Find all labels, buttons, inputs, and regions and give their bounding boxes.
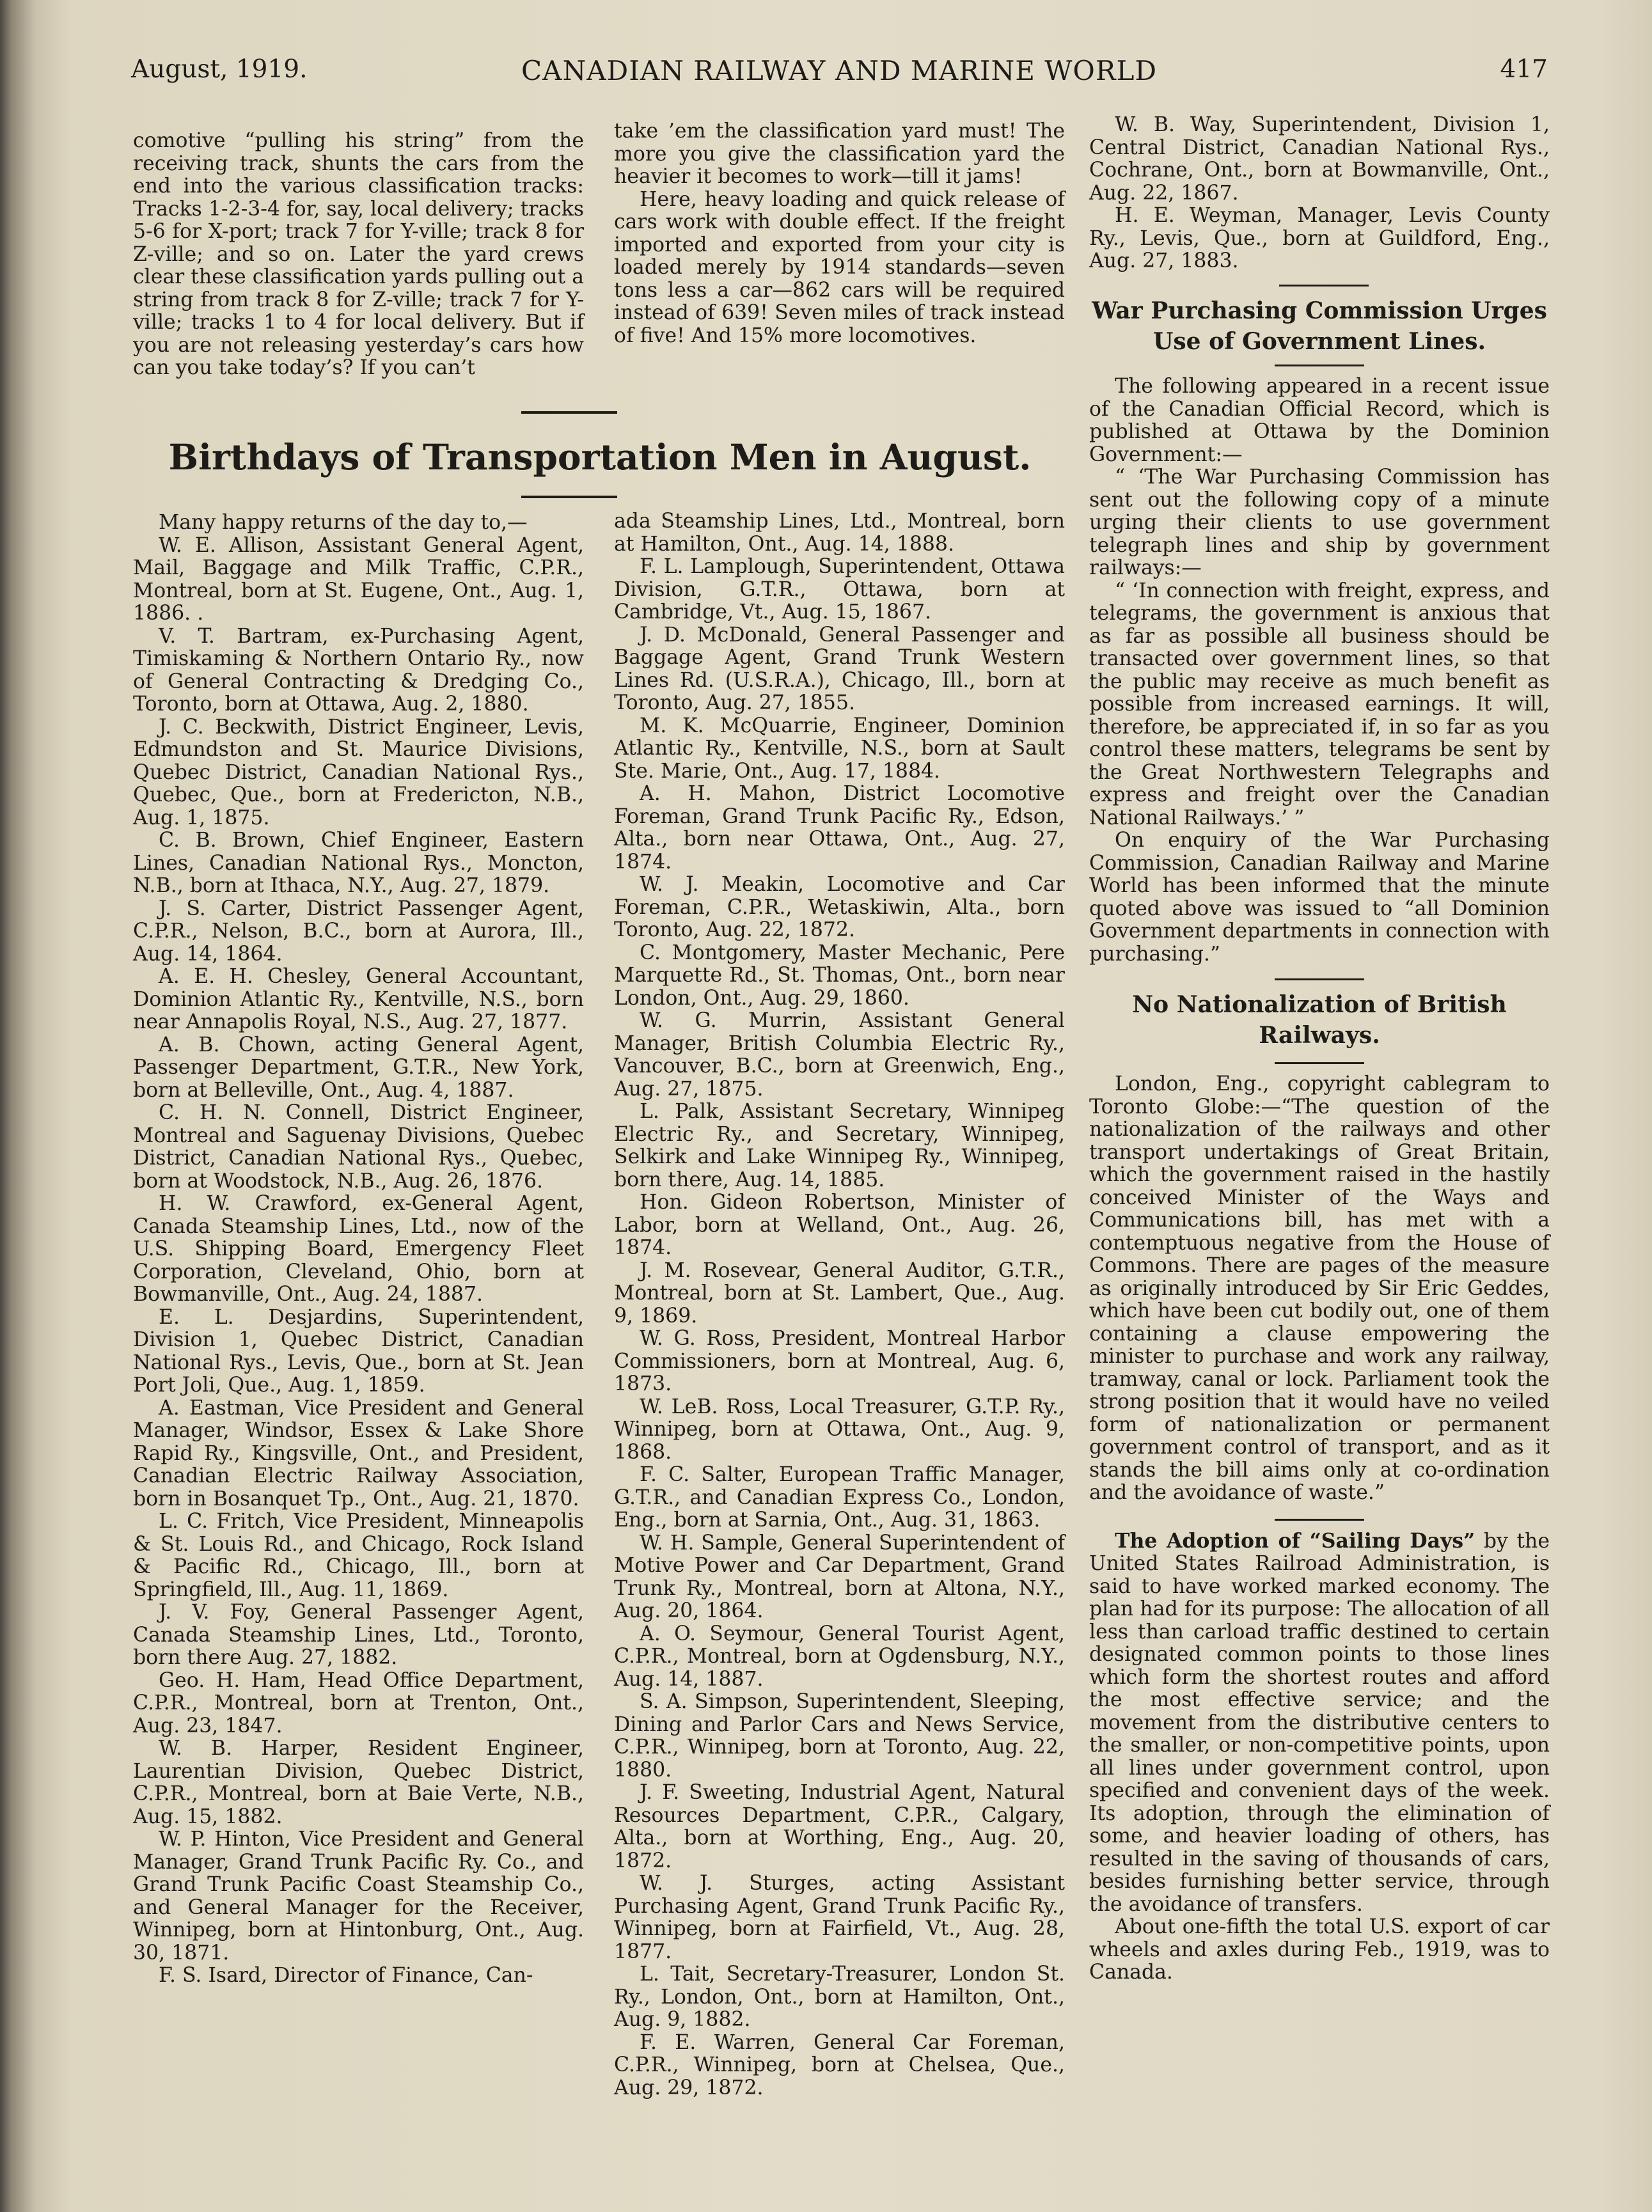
birthday-entry: J. V. Foy, General Passenger Agent, Canada Steamship Lines, Ltd., Toronto, born there Aug. 27, 1882. xyxy=(133,1601,584,1669)
section-rule xyxy=(1275,978,1364,980)
birthday-entry: J. D. McDonald, General Passenger and Baggage Agent, Grand Trunk Western Lines Rd. (U.S.R.A.), Chicago, Ill., born at Toronto, Aug. 27, 1855. xyxy=(614,623,1065,714)
war-purchasing-paragraph: On enquiry of the War Purchasing Commission, Canadian Railway and Marine World has been informed that the minute quoted above was issued to “all Dominion Government departments in connection with purchasing.” xyxy=(1089,829,1550,966)
war-purchasing-paragraph: “ ‘The War Purchasing Commission has sent out the following copy of a minute urging their clients to use government telegraph lines and ship by government railways:— xyxy=(1089,466,1550,579)
col3-entry-way: W. B. Way, Superintendent, Division 1, Central District, Canadian National Rys., Cochrane, Ont., born at Bowmanville, Ont., Aug. 22, 1867. xyxy=(1089,113,1550,205)
section-rule xyxy=(1275,1519,1364,1521)
war-purchasing-paragraph: The following appeared in a recent issue of the Canadian Official Record, which is published at Ottawa by the Dominion Government:— xyxy=(1089,375,1550,466)
running-head xyxy=(131,55,1548,100)
col3-entry-weyman: H. E. Weyman, Manager, Levis County Ry., Levis, Que., born at Guildford, Eng., Aug. 27, 1883. xyxy=(1089,204,1550,272)
birthday-entry: S. A. Simpson, Superintendent, Sleeping, Dining and Parlor Cars and News Service, C.P.R., Winnipeg, born at Toronto, Aug. 22, 1880. xyxy=(614,1690,1065,1782)
issue-date: August, 1919. xyxy=(131,55,308,84)
birthday-entry: F. L. Lamplough, Superintendent, Ottawa Division, G.T.R., Ottawa, born at Cambridge, Vt., Aug. 15, 1867. xyxy=(614,555,1065,624)
col2-paragraph-1: take ’em the classification yard must! The more you give the classification yard the heavier it becomes to work—till it jams! xyxy=(614,120,1065,188)
birthday-entry: W. G. Murrin, Assistant General Manager, British Columbia Electric Ry., Vancouver, B.C., born at Greenwich, Eng., Aug. 27, 1875. xyxy=(614,1009,1065,1101)
heading-rule-bottom xyxy=(521,496,617,498)
publication-title: CANADIAN RAILWAY AND MARINE WORLD xyxy=(521,55,1158,86)
birthday-entry: H. W. Crawford, ex-General Agent, Canada Steamship Lines, Ltd., now of the U.S. Shipping Board, Emergency Fleet Corporation, Cleveland, Ohio, born at Bowmanville, Ont., Aug. 24, 1887. xyxy=(133,1192,584,1306)
export-note: About one-fifth the total U.S. export of car wheels and axles during Feb., 1919, was to Canada. xyxy=(1089,1915,1550,1984)
birthday-entry: Many happy returns of the day to,— xyxy=(159,511,528,534)
war-purchasing-paragraph: “ ‘In connection with freight, express, and telegrams, the government is anxious that as far as possible all business should be transacted over government lines, so that the public may receive as much benefit as possible from increased earnings. It will, therefore, be appreciated if, in so far as you control these matters, telegrams be sent by the Great Northwestern Telegraphs and express and freight over the Canadian National Railways.’ ” xyxy=(1089,579,1550,829)
nationalization-heading: No Nationalization of British Railways. xyxy=(1132,991,1507,1049)
birthday-entry: W. P. Hinton, Vice President and General Manager, Grand Trunk Pacific Ry. Co., and Grand Trunk Pacific Coast Steamship Co., and General Manager for the Receiver, Winnipeg, born at Hintonburg, Ont., Aug. 30, 1871. xyxy=(133,1828,584,1965)
col3-continuation xyxy=(1089,114,1550,273)
birthday-entry: W. J. Sturges, acting Assistant Purchasing Agent, Grand Trunk Pacific Ry., Winnipeg, born at Fairfield, Vt., Aug. 28, 1877. xyxy=(614,1872,1065,1963)
col1-continuation xyxy=(133,130,584,380)
sailing-days-lead: The Adoption of “Sailing Days” xyxy=(1115,1528,1475,1553)
birthday-entry: E. L. Desjardins, Superintendent, Division 1, Quebec District, Canadian National Rys., Levis, Que., born at St. Jean Port Joli, Que., Aug. 1, 1859. xyxy=(133,1305,584,1397)
birthday-entry: J. M. Rosevear, General Auditor, G.T.R., Montreal, born at St. Lambert, Que., Aug. 9, 1869. xyxy=(614,1259,1065,1328)
birthday-entry: C. B. Brown, Chief Engineer, Eastern Lines, Canadian National Rys., Moncton, N.B., born at Ithaca, N.Y., Aug. 27, 1879. xyxy=(133,829,584,897)
birthday-entry: L. C. Fritch, Vice President, Minneapolis & St. Louis Rd., and Chicago, Rock Island & Pacific Rd., Chicago, Ill., born at Springfield, Ill., Aug. 11, 1869. xyxy=(133,1510,584,1601)
birthday-entry: J. C. Beckwith, District Engineer, Levis, Edmundston and St. Maurice Divisions, Quebec District, Canadian National Rys., Quebec, Que., born at Fredericton, N.B., Aug. 1, 1875. xyxy=(133,715,584,829)
birthday-entry: C. H. N. Connell, District Engineer, Montreal and Saguenay Divisions, Quebec District, Canadian National Rys., Quebec, born at Woodstock, N.B., Aug. 26, 1876. xyxy=(133,1101,584,1193)
birthday-entry: A. H. Mahon, District Locomotive Foreman, Grand Trunk Pacific Ry., Edson, Alta., born near Ottawa, Ont., Aug. 27, 1874. xyxy=(614,782,1065,874)
section-rule xyxy=(1275,365,1364,366)
birthday-entry: W. B. Harper, Resident Engineer, Laurentian Division, Quebec District, C.P.R., Montreal, born at Baie Verte, N.B., Aug. 15, 1882. xyxy=(133,1737,584,1828)
col2-paragraph-2: Here, heavy loading and quick release of cars work with double effect. If the freight imported and exported from your city is loaded merely by 1914 standards—seven tons less a car—862 cars will be required instead of 639! Seven miles of track instead of five! And 15% more locomotives. xyxy=(614,187,1065,347)
section-rule xyxy=(1279,285,1369,286)
birthday-entry: M. K. McQuarrie, Engineer, Dominion Atlantic Ry., Kentville, N.S., born at Sault Ste. Marie, Ont., Aug. 17, 1884. xyxy=(614,714,1065,783)
birthday-entry: V. T. Bartram, ex-Purchasing Agent, Timiskaming & Northern Ontario Ry., now of General Contracting & Dredging Co., Toronto, born at Ottawa, Aug. 2, 1880. xyxy=(133,624,584,716)
sailing-days-paragraph xyxy=(1089,1530,1550,1917)
page-number: 417 xyxy=(1500,55,1548,84)
birthday-entry: A. Eastman, Vice President and General Manager, Windsor, Essex & Lake Shore Rapid Ry., Kingsville, Ont., and President, Canadian Electric Railway Association, born in Bosanquet Tp., Ont., Aug. 21, 1870. xyxy=(133,1396,584,1510)
birthday-entry: Hon. Gideon Robertson, Minister of Labor, born at Welland, Ont., Aug. 26, 1874. xyxy=(614,1191,1065,1259)
birthday-entry: W. G. Ross, President, Montreal Harbor Commissioners, born at Montreal, Aug. 6, 1873. xyxy=(614,1327,1065,1395)
heading-rule-top xyxy=(521,411,617,414)
birthdays-column-1 xyxy=(133,512,584,1988)
sailing-days-text: by the United States Railroad Administration, is said to have worked marked economy. The plan had for its purpose: The allocation of all less than carload traffic destined to certain designated common points to those lines which form the shortest routes and afford the most effective service; and the movement from the distributive centers to the smaller, or non-competitive points, upon all lines under government control, upon specified and convenient days of the week. Its adoption, through the elimination of some, and heavier loading of others, has resulted in the saving of thousands of cars, besides furnishing better service, through the avoidance of transfers. xyxy=(1089,1529,1550,1916)
birthday-entry: W. E. Allison, Assistant General Agent, Mail, Baggage and Milk Traffic, C.P.R., Montreal, born at St. Eugene, Ont., Aug. 1, 1886. . xyxy=(133,533,584,625)
col1-paragraph: comotive “pulling his string” from the receiving track, shunts the cars from the end into the various classification tracks: Tracks 1-2-3-4 for, say, local delivery; tracks 5-6 for X-port; track 7 for Y-ville; track 8 for Z-ville; and so on. Later the yard crews clear these classification yards pulling out a string from track 8 for Z-ville; track 7 for Y-ville; tracks 1 to 4 for local delivery. But if you are not releasing yesterday’s cars how can you take today’s? If you can’t xyxy=(133,129,584,379)
birthday-entry: L. Palk, Assistant Secretary, Winnipeg Electric Ry., and Secretary, Winnipeg, Selkirk and Lake Winnipeg Ry., Winnipeg, born there, Aug. 14, 1885. xyxy=(614,1100,1065,1191)
birthday-entry: C. Montgomery, Master Mechanic, Pere Marquette Rd., St. Thomas, Ont., born near London, Ont., Aug. 29, 1860. xyxy=(614,941,1065,1010)
birthday-entry: A. O. Seymour, General Tourist Agent, C.P.R., Montreal, born at Ogdensburg, N.Y., Aug. 14, 1887. xyxy=(614,1622,1065,1691)
col2-continuation xyxy=(614,120,1065,347)
birthday-entry: L. Tait, Secretary-Treasurer, London St. Ry., London, Ont., born at Hamilton, Ont., Aug. 9, 1882. xyxy=(614,1963,1065,2031)
birthday-entry: F. S. Isard, Director of Finance, Can- xyxy=(159,1964,533,1987)
birthday-entry: F. E. Warren, General Car Foreman, C.P.R., Winnipeg, born at Chelsea, Que., Aug. 29, 1872. xyxy=(614,2030,1065,2099)
nationalization-paragraph: London, Eng., copyright cablegram to Toronto Globe:—“The question of the nationalization of the railways and other transport undertakings of Great Britain, which the government raised in the hastily conceived Minister of the Ways and Communications bill, has met with a contemptuous negative from the House of Commons. There are pages of the measure as originally introduced by Sir Eric Geddes, which have been cut bodily out, one of them containing a clause empowering the minister to purchase and work any railway, tramway, canal or lock. Parliament took the strong position that it would have no veiled form of nationalization or permanent government control of transport, and as it stands the bill aims only at co-ordination and the avoidance of waste.” xyxy=(1089,1072,1550,1504)
birthdays-column-2 xyxy=(614,510,1065,2099)
birthday-entry: Geo. H. Ham, Head Office Department, C.P.R., Montreal, born at Trenton, Ont., Aug. 23, 1847. xyxy=(133,1668,584,1737)
column-3-articles xyxy=(1089,295,1550,1984)
birthday-entry: ada Steamship Lines, Ltd., Montreal, born at Hamilton, Ont., Aug. 14, 1888. xyxy=(614,510,1065,556)
war-purchasing-heading: War Purchasing Commission Urges Use of Government Lines. xyxy=(1092,297,1547,355)
birthday-entry: F. C. Salter, European Traffic Manager, G.T.R., and Canadian Express Co., London, Eng., born at Sarnia, Ont., Aug. 31, 1863. xyxy=(614,1463,1065,1532)
birthday-entry: W. J. Meakin, Locomotive and Car Foreman, C.P.R., Wetaskiwin, Alta., born Toronto, Aug. 22, 1872. xyxy=(614,873,1065,941)
birthday-entry: W. H. Sample, General Superintendent of Motive Power and Car Department, Grand Trunk Ry., Montreal, born at Altona, N.Y., Aug. 20, 1864. xyxy=(614,1531,1065,1622)
section-rule xyxy=(1275,1062,1364,1064)
birthday-entry: J. F. Sweeting, Industrial Agent, Natural Resources Department, C.P.R., Calgary, Alta., born at Worthing, Eng., Aug. 20, 1872. xyxy=(614,1781,1065,1872)
birthday-entry: A. B. Chown, acting General Agent, Passenger Department, G.T.R., New York, born at Belleville, Ont., Aug. 4, 1887. xyxy=(133,1033,584,1102)
birthday-entry: J. S. Carter, District Passenger Agent, C.P.R., Nelson, B.C., born at Aurora, Ill., Aug. 14, 1864. xyxy=(133,897,584,966)
birthday-entry: W. LeB. Ross, Local Treasurer, G.T.P. Ry., Winnipeg, born at Ottawa, Ont., Aug. 9, 1868. xyxy=(614,1395,1065,1464)
birthdays-heading: Birthdays of Transportation Men in August. xyxy=(168,436,1032,478)
birthday-entry: A. E. H. Chesley, General Accountant, Dominion Atlantic Ry., Kentville, N.S., born near Annapolis Royal, N.S., Aug. 27, 1877. xyxy=(133,965,584,1033)
